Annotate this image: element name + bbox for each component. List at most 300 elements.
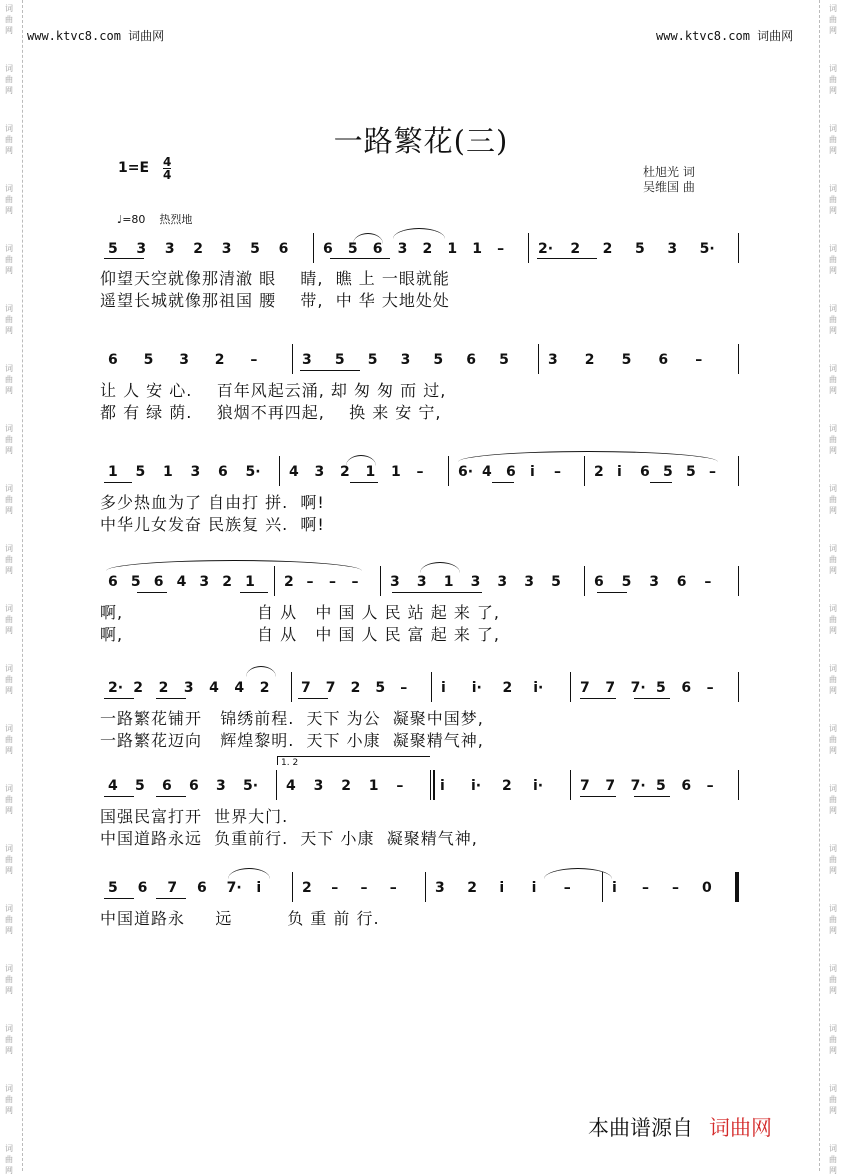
- note: 3: [179, 352, 189, 368]
- watermark-char: 网: [829, 266, 837, 275]
- beam-underline: [650, 482, 672, 483]
- note: –: [400, 680, 408, 696]
- watermark-char: 网: [829, 566, 837, 575]
- watermark-char: 词: [829, 244, 837, 253]
- note: 5: [551, 574, 561, 590]
- note: 3: [314, 464, 325, 480]
- beam-underline: [300, 370, 360, 371]
- note: 5: [656, 680, 666, 696]
- watermark-char: 曲: [829, 15, 837, 24]
- watermark-char: 词: [5, 784, 13, 793]
- note: 2: [570, 241, 581, 257]
- note: i·: [471, 680, 482, 696]
- left-watermark: [4, 0, 14, 1175]
- watermark-char: 词: [5, 844, 13, 853]
- note: 5: [135, 778, 145, 794]
- note: i·: [533, 680, 544, 696]
- note: 3: [667, 241, 678, 257]
- note: 7: [301, 680, 311, 696]
- watermark-char: 曲: [829, 135, 837, 144]
- beam-underline: [492, 482, 514, 483]
- note: 6: [640, 464, 650, 480]
- note: 2: [341, 778, 351, 794]
- beam-underline: [580, 698, 616, 699]
- watermark-char: 曲: [829, 1155, 837, 1164]
- watermark-char: 曲: [829, 1035, 837, 1044]
- note: i: [617, 464, 622, 480]
- note: 5: [663, 464, 673, 480]
- note: 7: [325, 680, 336, 696]
- watermark-char: 网: [829, 506, 837, 515]
- beam-underline: [137, 592, 167, 593]
- note: –: [331, 880, 339, 896]
- watermark-char: 曲: [5, 195, 13, 204]
- time-top: 4: [163, 155, 172, 169]
- note: –: [704, 574, 712, 590]
- bar-line: [380, 566, 381, 596]
- bar-line: [738, 233, 739, 263]
- watermark-char: 网: [5, 566, 13, 575]
- watermark-char: 网: [5, 746, 13, 755]
- note: i: [531, 880, 537, 896]
- note: 1: [368, 778, 379, 794]
- key-signature: 1=E: [118, 160, 150, 176]
- lyricist-credit: 杜旭光 词: [643, 165, 695, 179]
- watermark-char: 词: [5, 664, 13, 673]
- watermark-char: 曲: [829, 255, 837, 264]
- watermark-char: 词: [5, 124, 13, 133]
- beam-underline: [298, 698, 328, 699]
- watermark-char: 网: [5, 386, 13, 395]
- watermark-char: 曲: [5, 975, 13, 984]
- watermark-char: 网: [5, 866, 13, 875]
- watermark-char: 网: [5, 626, 13, 635]
- bar-line: [292, 872, 293, 902]
- note: 1: [365, 464, 376, 480]
- watermark-char: 词: [5, 724, 13, 733]
- note: 3: [548, 352, 558, 368]
- watermark-char: 词: [829, 64, 837, 73]
- watermark-char: 词: [5, 904, 13, 913]
- watermark-char: 词: [5, 1024, 13, 1033]
- watermark-char: 曲: [829, 855, 837, 864]
- note: –: [706, 680, 714, 696]
- watermark-char: 词: [829, 844, 837, 853]
- slur-arc: [106, 560, 362, 571]
- watermark-char: 曲: [5, 1095, 13, 1104]
- watermark-char: 曲: [5, 315, 13, 324]
- note: 2: [158, 680, 169, 696]
- note: 3: [649, 574, 659, 590]
- bar-line: [291, 672, 292, 702]
- watermark-char: 词: [829, 184, 837, 193]
- watermark-char: 曲: [829, 615, 837, 624]
- watermark-char: 词: [829, 784, 837, 793]
- bar-line: [528, 233, 529, 263]
- watermark-char: 曲: [5, 1035, 13, 1044]
- note: –: [563, 880, 571, 896]
- note: 6·: [458, 464, 474, 480]
- note: 5: [656, 778, 666, 794]
- watermark-char: 词: [5, 364, 13, 373]
- note: 0: [702, 880, 712, 896]
- bar-line: [313, 233, 314, 263]
- watermark-char: 网: [829, 206, 837, 215]
- header-right[interactable]: [656, 27, 793, 44]
- watermark-char: 曲: [829, 795, 837, 804]
- watermark-char: 网: [829, 806, 837, 815]
- watermark-char: 曲: [5, 735, 13, 744]
- note: 3: [416, 574, 427, 590]
- note: 4: [286, 778, 296, 794]
- lyric-line-2: 一路繁花迈向 辉煌黎明. 天下 小康 凝聚精气神,: [100, 731, 484, 750]
- beam-underline: [240, 592, 268, 593]
- watermark-char: 词: [5, 1144, 13, 1153]
- repeat-bar: [433, 770, 435, 800]
- beam-underline: [597, 592, 627, 593]
- note: 1: [163, 464, 173, 480]
- note: 5: [621, 352, 632, 368]
- note: 7·: [630, 778, 646, 794]
- note: i·: [533, 778, 544, 794]
- note: 2: [214, 352, 225, 368]
- lyric-line-2: 中国道路永远 负重前行. 天下 小康 凝聚精气神,: [100, 829, 478, 848]
- watermark-char: 网: [5, 26, 13, 35]
- note: 5: [250, 241, 260, 257]
- note: 6: [108, 352, 118, 368]
- note: 2: [502, 778, 512, 794]
- note: 3: [397, 241, 408, 257]
- watermark-char: 词: [829, 664, 837, 673]
- watermark-char: 网: [829, 326, 837, 335]
- bar-line: [292, 344, 293, 374]
- note: 5: [635, 241, 645, 257]
- beam-underline: [330, 258, 390, 259]
- watermark-char: 网: [829, 146, 837, 155]
- note: 5: [433, 352, 444, 368]
- note: –: [642, 880, 649, 896]
- note: –: [389, 880, 397, 896]
- right-dashed-margin: [819, 0, 820, 1171]
- site-name-left[interactable]: 词曲网: [128, 29, 165, 43]
- bar-line: [738, 344, 739, 374]
- note: 2: [584, 352, 595, 368]
- lyric-line-2: 啊, 自 从 中 国 人 民 富 起 来 了,: [100, 625, 501, 644]
- source-footer: [588, 1112, 772, 1142]
- source-brand-link[interactable]: 词曲网: [709, 1116, 772, 1140]
- watermark-char: 曲: [5, 675, 13, 684]
- note: i: [499, 880, 505, 896]
- note: i: [440, 778, 445, 794]
- bar-line: [538, 344, 539, 374]
- watermark-char: 网: [5, 206, 13, 215]
- watermark-char: 网: [829, 926, 837, 935]
- watermark-char: 曲: [829, 495, 837, 504]
- note: 3: [313, 778, 324, 794]
- watermark-char: 词: [829, 1024, 837, 1033]
- beam-underline: [104, 258, 144, 259]
- watermark-char: 曲: [829, 675, 837, 684]
- watermark-char: 网: [5, 86, 13, 95]
- note: 1: [443, 574, 454, 590]
- beam-underline: [537, 258, 597, 259]
- watermark-char: 词: [5, 244, 13, 253]
- note: 4: [289, 464, 299, 480]
- watermark-char: 曲: [829, 195, 837, 204]
- note: 5: [367, 352, 378, 368]
- note: –: [672, 880, 679, 896]
- note: 2: [302, 880, 312, 896]
- left-dashed-margin: [22, 0, 23, 1171]
- lyric-line-2: 遥望长城就像那祖国 腰 带, 中 华 大地处处: [100, 291, 450, 310]
- note: 2: [222, 574, 233, 590]
- bar-line: [430, 770, 431, 800]
- beam-underline: [634, 796, 670, 797]
- note: 5: [135, 464, 146, 480]
- bar-line: [425, 872, 426, 902]
- note: –: [706, 778, 714, 794]
- note: –: [554, 464, 561, 480]
- note: 2: [340, 464, 350, 480]
- note: 5: [108, 241, 118, 257]
- note: 6: [153, 574, 164, 590]
- watermark-char: 曲: [829, 75, 837, 84]
- watermark-char: 网: [829, 86, 837, 95]
- watermark-char: 词: [5, 424, 13, 433]
- bar-line: [584, 566, 585, 596]
- note: 7: [580, 778, 590, 794]
- slur-arc: [393, 228, 445, 239]
- bar-line: [738, 672, 739, 702]
- source-label: 本曲谱源自: [588, 1116, 693, 1140]
- song-title: 一路繁花(三): [333, 124, 509, 158]
- note: 3: [199, 574, 210, 590]
- note: –: [497, 241, 505, 257]
- watermark-char: 词: [829, 724, 837, 733]
- note: 5: [621, 574, 632, 590]
- note: 5·: [699, 241, 715, 257]
- watermark-char: 网: [5, 506, 13, 515]
- watermark-char: 曲: [5, 795, 13, 804]
- note: 5: [334, 352, 345, 368]
- watermark-char: 词: [829, 904, 837, 913]
- note: 6: [108, 574, 118, 590]
- watermark-char: 网: [829, 986, 837, 995]
- note: –: [360, 880, 368, 896]
- note: 3: [136, 241, 147, 257]
- slur-arc: [420, 562, 460, 573]
- watermark-char: 网: [829, 626, 837, 635]
- final-bar: [735, 872, 738, 902]
- note: –: [306, 574, 314, 590]
- expression-mark: 热烈地: [159, 213, 193, 226]
- site-url-right[interactable]: www.ktvc8.com: [656, 29, 750, 43]
- note: 2: [467, 880, 477, 896]
- watermark-char: 网: [5, 146, 13, 155]
- note: 3: [524, 574, 535, 590]
- slur-arc: [544, 868, 612, 879]
- note: 1: [245, 574, 255, 590]
- watermark-char: 网: [5, 1046, 13, 1055]
- watermark-char: 网: [5, 446, 13, 455]
- bar-line: [448, 456, 449, 486]
- watermark-char: 网: [5, 986, 13, 995]
- slur-arc: [353, 233, 383, 244]
- watermark-char: 曲: [5, 75, 13, 84]
- note: 3: [400, 352, 411, 368]
- note: i: [612, 880, 617, 896]
- note: 6: [372, 241, 383, 257]
- watermark-char: 词: [829, 484, 837, 493]
- watermark-char: 词: [829, 544, 837, 553]
- note: 2: [502, 680, 513, 696]
- note: i: [441, 680, 446, 696]
- note: 3: [190, 464, 201, 480]
- bar-line: [570, 672, 571, 702]
- note: 4: [234, 680, 245, 696]
- watermark-char: 网: [829, 746, 837, 755]
- bar-line: [570, 770, 571, 800]
- watermark-char: 词: [5, 484, 13, 493]
- watermark-char: 网: [5, 1166, 13, 1175]
- note: 6: [197, 880, 207, 896]
- site-url-left[interactable]: www.ktvc8.com: [27, 29, 121, 43]
- time-signature: [163, 156, 171, 181]
- watermark-char: 词: [829, 304, 837, 313]
- beam-underline: [104, 898, 134, 899]
- watermark-char: 词: [829, 364, 837, 373]
- right-watermark: [828, 0, 838, 1175]
- watermark-char: 曲: [5, 435, 13, 444]
- note: 3: [390, 574, 400, 590]
- watermark-char: 词: [5, 4, 13, 13]
- note: 5: [143, 352, 154, 368]
- note: i: [530, 464, 535, 480]
- note: 3: [302, 352, 312, 368]
- note: 6: [676, 574, 687, 590]
- note: 7·: [226, 880, 242, 896]
- note: –: [709, 464, 716, 480]
- note: 2: [350, 680, 361, 696]
- note: 4: [209, 680, 219, 696]
- note: –: [396, 778, 404, 794]
- note: 7·: [630, 680, 646, 696]
- note: 6: [506, 464, 516, 480]
- bar-line: [279, 456, 280, 486]
- watermark-char: 曲: [829, 915, 837, 924]
- watermark-char: 曲: [829, 315, 837, 324]
- bar-line: [276, 770, 277, 800]
- lyric-line-2: 中华儿女发奋 民族复 兴. 啊!: [100, 515, 325, 534]
- beam-underline: [104, 796, 134, 797]
- note: 6: [189, 778, 199, 794]
- watermark-char: 词: [5, 304, 13, 313]
- note: 2: [284, 574, 294, 590]
- lyric-line-1: 中国道路永 远 负 重 前 行.: [100, 909, 380, 928]
- watermark-char: 词: [829, 1144, 837, 1153]
- watermark-char: 词: [829, 124, 837, 133]
- beam-underline: [156, 898, 186, 899]
- note: 6: [681, 778, 692, 794]
- watermark-char: 词: [5, 64, 13, 73]
- beam-underline: [392, 592, 482, 593]
- watermark-char: 网: [829, 866, 837, 875]
- note: 5: [686, 464, 696, 480]
- note: 2: [602, 241, 613, 257]
- watermark-char: 网: [829, 1166, 837, 1175]
- note: 4: [482, 464, 492, 480]
- note: –: [351, 574, 359, 590]
- lyric-line-1: 一路繁花铺开 锦绣前程. 天下 为公 凝聚中国梦,: [100, 709, 484, 728]
- watermark-char: 词: [5, 964, 13, 973]
- beam-underline: [156, 698, 186, 699]
- site-name-right[interactable]: 词曲网: [757, 29, 794, 43]
- note: 4: [176, 574, 187, 590]
- watermark-char: 曲: [829, 435, 837, 444]
- bar-line: [738, 456, 739, 486]
- note: 2: [259, 680, 270, 696]
- watermark-char: 网: [5, 806, 13, 815]
- bar-line: [738, 566, 739, 596]
- note: 3: [216, 778, 226, 794]
- bar-line: [738, 770, 739, 800]
- note: 2: [594, 464, 604, 480]
- watermark-char: 网: [5, 686, 13, 695]
- note: 4: [108, 778, 118, 794]
- watermark-char: 曲: [5, 255, 13, 264]
- watermark-char: 网: [5, 1106, 13, 1115]
- watermark-char: 网: [829, 686, 837, 695]
- watermark-char: 网: [5, 266, 13, 275]
- note: –: [695, 352, 703, 368]
- note: 6: [658, 352, 669, 368]
- note: 3: [497, 574, 508, 590]
- note: 6: [162, 778, 172, 794]
- volta-bracket: [277, 756, 430, 768]
- note: 6: [323, 241, 333, 257]
- lyric-line-1: 多少热血为了 自由打 拼. 啊!: [100, 493, 325, 512]
- note: i: [256, 880, 262, 896]
- watermark-char: 网: [829, 1046, 837, 1055]
- bar-line: [431, 672, 432, 702]
- watermark-char: 词: [829, 424, 837, 433]
- watermark-char: 曲: [5, 135, 13, 144]
- note: –: [250, 352, 258, 368]
- lyric-line-1: 让 人 安 心. 百年风起云涌, 却 匆 匆 而 过,: [100, 381, 447, 400]
- note: 2: [193, 241, 204, 257]
- bar-line: [738, 872, 739, 902]
- watermark-char: 曲: [829, 735, 837, 744]
- watermark-char: 网: [829, 386, 837, 395]
- slur-arc: [228, 868, 270, 879]
- note: 3: [470, 574, 481, 590]
- note: 3: [183, 680, 194, 696]
- watermark-char: 网: [829, 26, 837, 35]
- note: –: [416, 464, 424, 480]
- tempo-marking: [117, 211, 192, 227]
- watermark-char: 曲: [5, 855, 13, 864]
- header-left[interactable]: [27, 27, 164, 44]
- beam-underline: [104, 698, 134, 699]
- note: 2: [133, 680, 144, 696]
- note: i·: [471, 778, 482, 794]
- watermark-char: 词: [5, 1084, 13, 1093]
- note: 3: [435, 880, 445, 896]
- watermark-char: 曲: [5, 915, 13, 924]
- slur-arc: [458, 451, 718, 462]
- watermark-char: 网: [5, 926, 13, 935]
- note: 1: [447, 241, 458, 257]
